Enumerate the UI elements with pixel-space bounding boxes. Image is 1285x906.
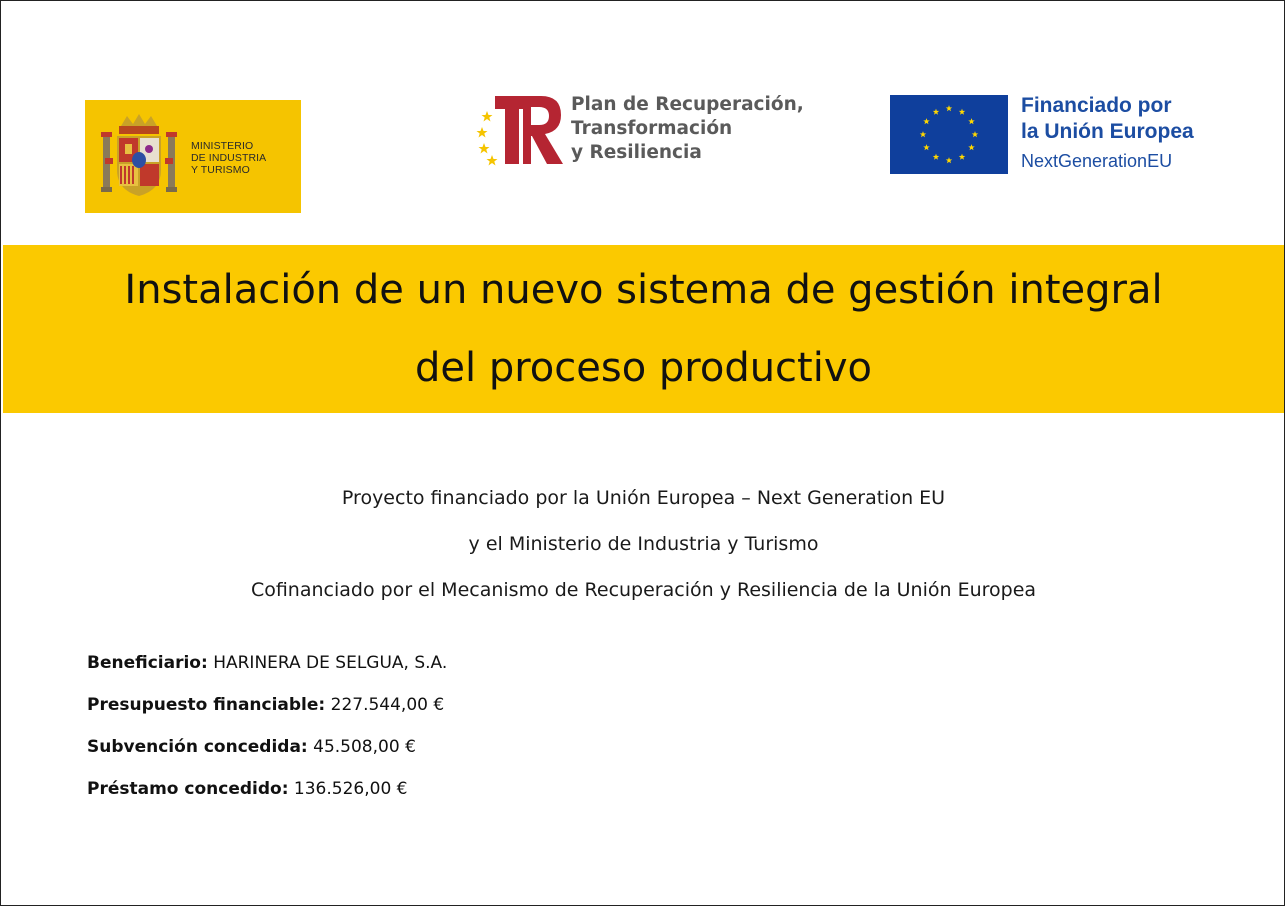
eu-flag-icon	[890, 95, 1008, 174]
eu-logo-text	[1021, 93, 1241, 173]
detail-loan	[87, 779, 987, 799]
recovery-plan-mark-icon	[475, 91, 567, 169]
ministry-logo-text: MINISTERIO DE INDUSTRIA Y TURISMO	[191, 140, 267, 176]
detail-label: Beneficiario:	[87, 653, 208, 673]
recovery-plan-text: Plan de Recuperación, Transformación y Resiliencia	[571, 94, 804, 163]
recovery-plan-logo	[475, 91, 835, 171]
funding-line-eu: Proyecto financiado por la Unión Europea – Next Generation EU	[341, 487, 946, 509]
eu-financed-label: Financiado por la Unión Europea	[1021, 94, 1194, 143]
detail-label: Préstamo concedido:	[87, 779, 289, 799]
ministry-logo	[85, 100, 301, 213]
next-generation-eu-label: NextGenerationEU	[1021, 151, 1173, 171]
eu-funding-logo	[890, 93, 1240, 175]
detail-grant	[87, 737, 987, 757]
project-title-line-1: Instalación de un nuevo sistema de gestión integral	[124, 267, 1163, 313]
funding-line-cofinanced: Cofinanciado por el Mecanismo de Recuperación y Resiliencia de la Unión Europea	[250, 579, 1037, 601]
detail-label: Presupuesto financiable:	[87, 695, 326, 715]
detail-value: 227.544,00 €	[330, 695, 445, 715]
detail-value: 45.508,00 €	[313, 737, 416, 757]
funding-line-ministry: y el Ministerio de Industria y Turismo	[468, 533, 819, 555]
project-title-line-2: del proceso productivo	[415, 345, 872, 391]
detail-label: Subvención concedida:	[87, 737, 308, 757]
detail-value: 136.526,00 €	[293, 779, 408, 799]
funding-statement	[1, 475, 1285, 613]
detail-value: HARINERA DE SELGUA, S.A.	[213, 653, 448, 673]
detail-beneficiary	[87, 653, 987, 673]
project-details	[87, 653, 987, 821]
detail-budget	[87, 695, 987, 715]
project-title-band	[3, 245, 1284, 413]
coat-of-arms-icon	[101, 114, 177, 198]
